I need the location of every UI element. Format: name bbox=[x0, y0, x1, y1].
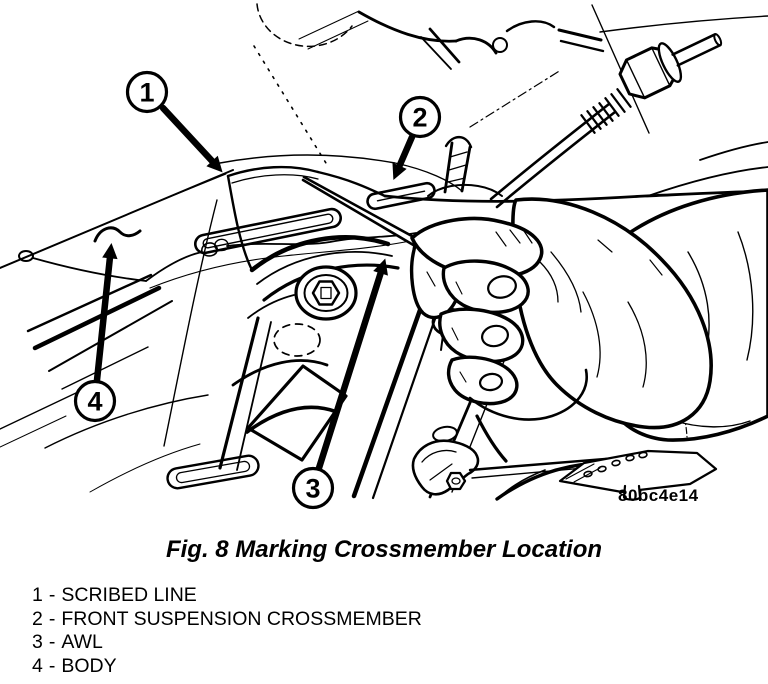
legend-item-3 bbox=[32, 631, 422, 655]
awl-handle-bolt bbox=[491, 20, 729, 207]
legend-item-4 bbox=[32, 655, 422, 679]
legend-number: 2 bbox=[32, 607, 43, 630]
callout-1-arrow bbox=[163, 108, 213, 162]
legend-number: 3 bbox=[32, 631, 43, 654]
legend-label: FRONT SUSPENSION CROSSMEMBER bbox=[61, 607, 422, 630]
hand bbox=[412, 190, 768, 440]
figure-caption: Fig. 8 Marking Crossmember Location bbox=[165, 536, 603, 563]
legend-item-2 bbox=[32, 608, 422, 632]
legend-label: AWL bbox=[61, 631, 103, 654]
body-rail bbox=[0, 170, 436, 389]
background-parts bbox=[254, 4, 768, 196]
underbody-lines bbox=[0, 383, 260, 492]
body-slot bbox=[366, 182, 436, 210]
callout-3-number: 3 bbox=[305, 473, 321, 504]
callout-4-number: 4 bbox=[87, 386, 103, 417]
legend-item-1 bbox=[32, 584, 422, 608]
legend-label: SCRIBED LINE bbox=[61, 584, 197, 606]
callout-2-arrow bbox=[399, 137, 412, 167]
figure-legend bbox=[32, 584, 422, 678]
callout-2-number: 2 bbox=[412, 102, 428, 133]
legend-number: 1 bbox=[32, 584, 43, 606]
retainer-wire bbox=[19, 233, 416, 288]
callout-1-number: 1 bbox=[139, 77, 155, 108]
crossmember-bolt-hole bbox=[296, 267, 356, 319]
callout-1 bbox=[128, 73, 214, 163]
legend-separator: - bbox=[48, 631, 56, 654]
legend-number: 4 bbox=[32, 654, 43, 677]
body-clip bbox=[95, 228, 140, 241]
callout-4 bbox=[76, 257, 115, 421]
legend-label: BODY bbox=[61, 654, 117, 677]
legend-separator: - bbox=[48, 584, 56, 606]
legend-separator: - bbox=[48, 654, 56, 677]
figure-code: 80bc4e14 bbox=[618, 486, 699, 505]
callout-2 bbox=[399, 98, 440, 168]
legend-separator: - bbox=[48, 607, 56, 630]
